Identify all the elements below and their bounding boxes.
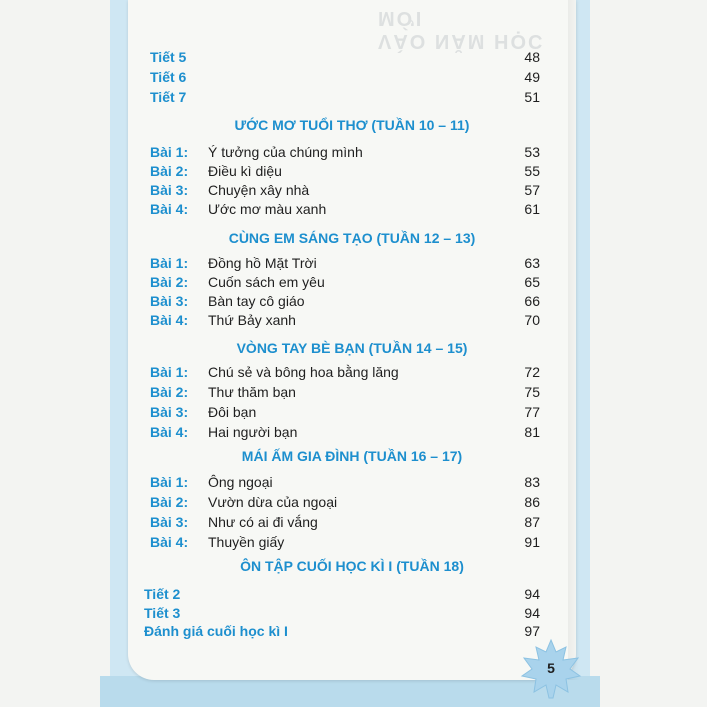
- toc-title: Điều kì diệu: [208, 163, 282, 179]
- section-heading: MÁI ẤM GIA ĐÌNH (TUẦN 16 – 17): [241, 448, 463, 464]
- toc-page-number: 65: [524, 274, 540, 290]
- toc-page-number: 86: [524, 494, 540, 510]
- toc-row: [150, 310, 540, 330]
- toc-row: [150, 67, 540, 87]
- toc-title: Chuyện xây nhà: [208, 182, 310, 198]
- toc-page-number: 83: [524, 474, 540, 490]
- toc-title: Hai người bạn: [208, 424, 298, 440]
- toc-title: Như có ai đi vắng: [208, 514, 318, 530]
- toc-label: Bài 1:: [150, 255, 189, 271]
- toc-title: Đồng hồ Mặt Trời: [208, 255, 317, 271]
- toc-page-number: 49: [524, 69, 540, 85]
- toc-page-number: 53: [524, 144, 540, 160]
- toc-row: [150, 362, 540, 382]
- toc-label: Bài 2:: [150, 274, 189, 290]
- toc-page-number: 57: [524, 182, 540, 198]
- toc-page-number: 63: [524, 255, 540, 271]
- toc-page-number: 94: [524, 605, 540, 621]
- section-heading: CÙNG EM SÁNG TẠO (TUẦN 12 – 13): [228, 230, 476, 246]
- toc-title: Cuốn sách em yêu: [208, 274, 325, 290]
- toc-page-number: 55: [524, 163, 540, 179]
- toc-row: [150, 512, 540, 532]
- toc-row: [150, 180, 540, 200]
- toc-label: Bài 2:: [150, 163, 189, 179]
- toc-label: Tiết 6: [150, 69, 187, 85]
- page-number: 5: [547, 660, 555, 676]
- toc-label: Bài 2:: [150, 384, 189, 400]
- section-heading: ƯỚC MƠ TUỔI THƠ (TUẦN 10 – 11): [234, 117, 470, 133]
- toc-label: Bài 4:: [150, 201, 189, 217]
- toc-row: [150, 253, 540, 273]
- toc-title: Ý tưởng của chúng mình: [208, 144, 363, 160]
- toc-row: [144, 584, 540, 604]
- toc-row: [150, 402, 540, 422]
- toc-page-number: 61: [524, 201, 540, 217]
- toc-page-number: 81: [524, 424, 540, 440]
- toc-label: Bài 1:: [150, 364, 189, 380]
- toc-label: Bài 3:: [150, 182, 189, 198]
- toc-title: Thuyền giấy: [208, 534, 285, 550]
- toc-label: Tiết 3: [144, 605, 181, 621]
- toc-page-number: 77: [524, 404, 540, 420]
- toc-label: Bài 4:: [150, 424, 189, 440]
- toc-page-number: 97: [524, 623, 540, 639]
- page-edge-shadow: [568, 0, 580, 680]
- toc-page-number: 51: [524, 89, 540, 105]
- toc-row: [150, 472, 540, 492]
- toc-label: Tiết 5: [150, 49, 187, 65]
- toc-page-number: 66: [524, 293, 540, 309]
- toc-label: Bài 3:: [150, 293, 189, 309]
- toc-row: [150, 47, 540, 67]
- toc-row: [150, 161, 540, 181]
- toc-page-number: 75: [524, 384, 540, 400]
- toc-row: [150, 291, 540, 311]
- toc-title: Bàn tay cô giáo: [208, 293, 305, 309]
- toc-title: Thứ Bảy xanh: [208, 312, 296, 328]
- toc-label: Đánh giá cuối học kì I: [144, 623, 288, 639]
- toc-row: [150, 382, 540, 402]
- toc-label: Bài 2:: [150, 494, 189, 510]
- toc-title: Ước mơ màu xanh: [208, 201, 327, 217]
- toc-label: Bài 1:: [150, 144, 189, 160]
- bleed-through-text: VÀO NĂM HỌC MỚI: [378, 7, 545, 52]
- toc-row: [150, 142, 540, 162]
- toc-page-number: 70: [524, 312, 540, 328]
- toc-row: [150, 532, 540, 552]
- toc-row: [144, 621, 540, 641]
- toc-page: [128, 0, 576, 680]
- toc-label: Bài 3:: [150, 514, 189, 530]
- toc-label: Bài 1:: [150, 474, 189, 490]
- toc-page-number: 72: [524, 364, 540, 380]
- toc-row: [150, 492, 540, 512]
- toc-row: [150, 199, 540, 219]
- section-heading: VÒNG TAY BÈ BẠN (TUẦN 14 – 15): [236, 340, 468, 356]
- toc-label: Bài 3:: [150, 404, 189, 420]
- toc-label: Tiết 2: [144, 586, 181, 602]
- toc-label: Bài 4:: [150, 312, 189, 328]
- toc-label: Tiết 7: [150, 89, 187, 105]
- toc-page-number: 91: [524, 534, 540, 550]
- toc-row: [150, 422, 540, 442]
- toc-title: Ông ngoại: [208, 474, 273, 490]
- toc-page-number: 87: [524, 514, 540, 530]
- toc-row: [150, 272, 540, 292]
- toc-title: Chú sẻ và bông hoa bằng lăng: [208, 364, 399, 380]
- toc-label: Bài 4:: [150, 534, 189, 550]
- toc-title: Vườn dừa của ngoại: [208, 494, 338, 510]
- toc-row: [144, 603, 540, 623]
- section-heading: ÔN TẬP CUỐI HỌC KÌ I (TUẦN 18): [240, 558, 464, 574]
- toc-title: Đôi bạn: [208, 404, 257, 420]
- toc-page-number: 48: [524, 49, 540, 65]
- toc-title: Thư thăm bạn: [208, 384, 296, 400]
- toc-page-number: 94: [524, 586, 540, 602]
- toc-row: [150, 87, 540, 107]
